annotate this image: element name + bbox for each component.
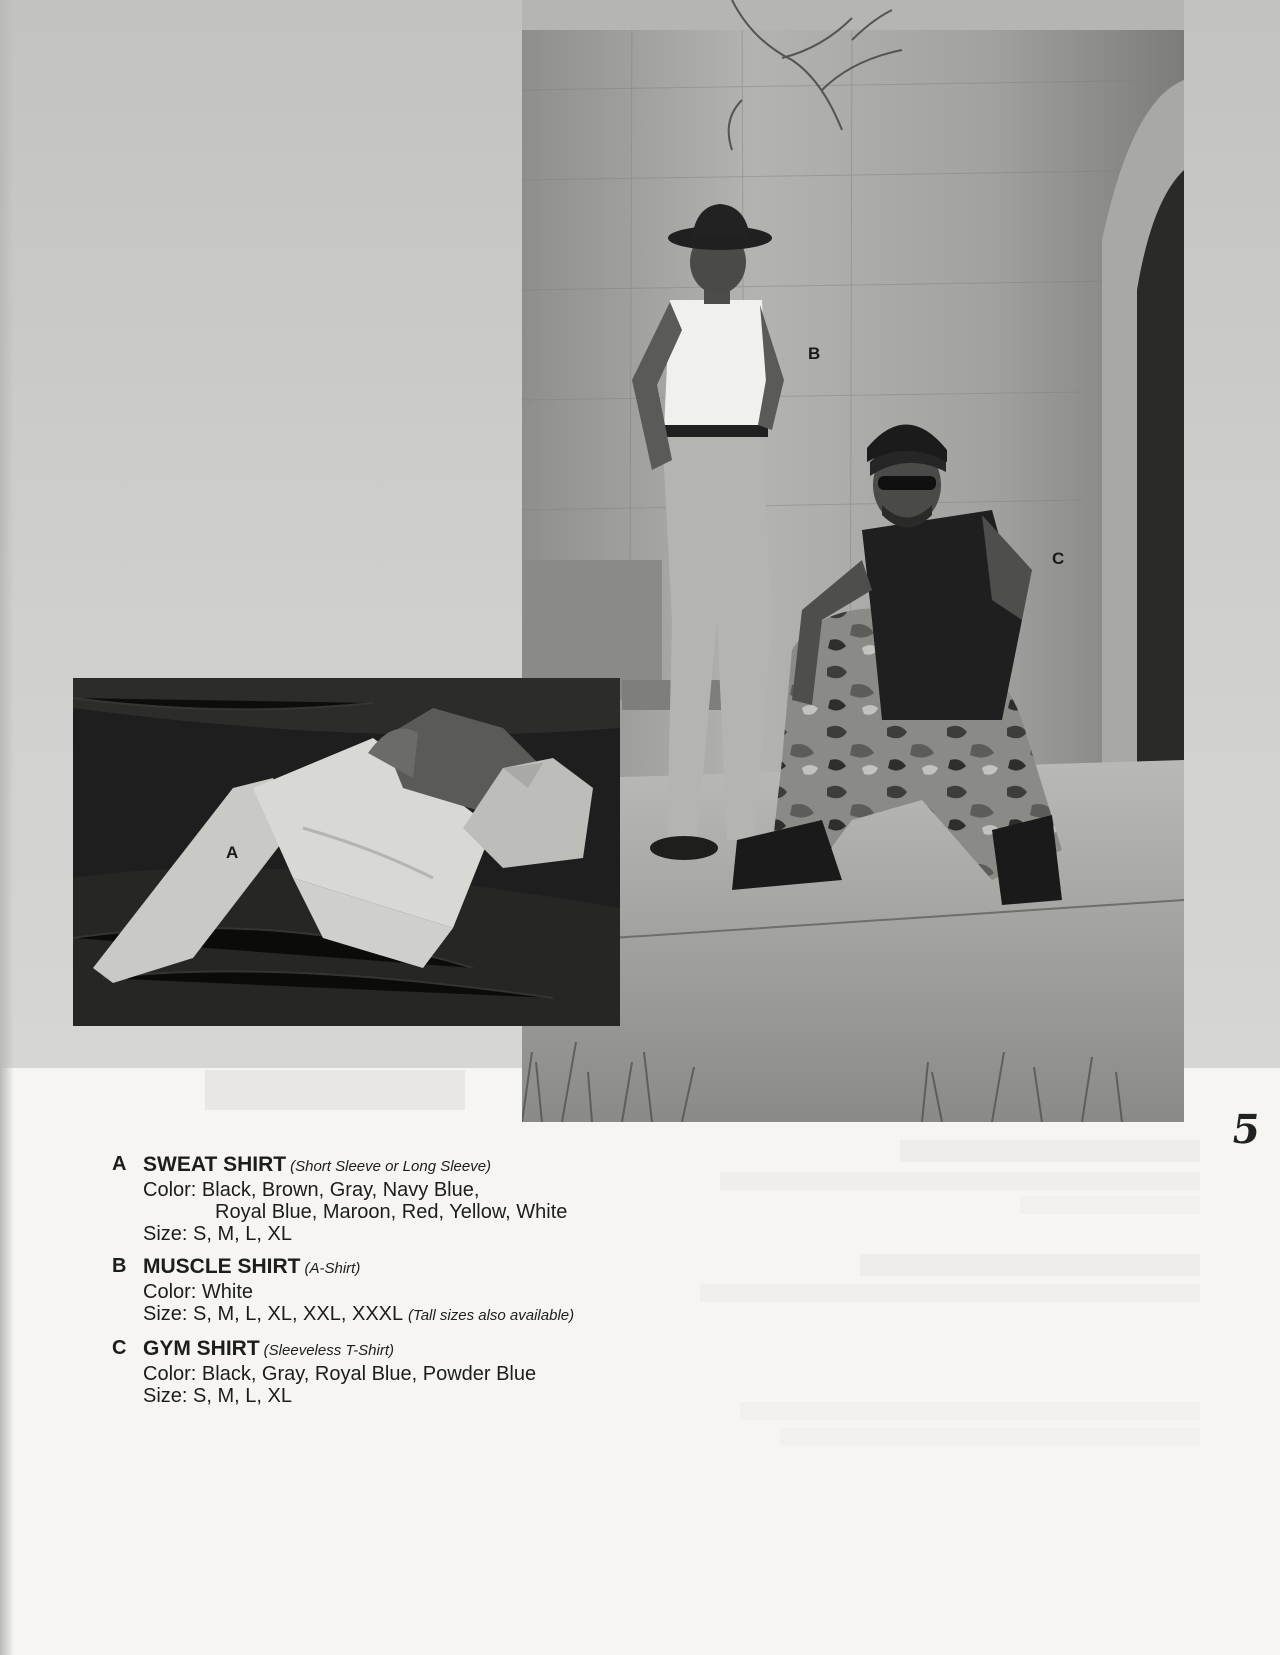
product-item-muscle-shirt <box>112 1255 672 1327</box>
photo-label-b: B <box>808 344 821 363</box>
product-list <box>112 1153 672 1413</box>
item-sizes: Size: S, M, L, XL, XXL, XXXL <box>143 1303 403 1325</box>
item-colors: Color: Black, Brown, Gray, Navy Blue, <box>143 1179 480 1201</box>
models-photo-illustration <box>522 0 1184 1122</box>
item-note: (Short Sleeve or Long Sleeve) <box>290 1158 492 1175</box>
page-number: 5 <box>1228 1106 1264 1153</box>
product-item-gym-shirt <box>112 1337 672 1407</box>
item-colors-continued: Royal Blue, Maroon, Red, Yellow, White <box>215 1201 568 1223</box>
item-note: (A-Shirt) <box>304 1260 361 1277</box>
photo-label-c: C <box>1052 549 1065 568</box>
shirts-photo-illustration <box>73 678 620 1026</box>
item-letter: B <box>112 1255 127 1277</box>
item-name: GYM SHIRT <box>143 1337 260 1360</box>
item-sizes-row <box>143 1303 672 1327</box>
item-sizes: Size: S, M, L, XL <box>143 1385 292 1407</box>
item-size-note: (Tall sizes also available) <box>407 1307 575 1324</box>
item-sizes: Size: S, M, L, XL <box>143 1223 292 1245</box>
page-edge-shadow <box>0 0 14 1655</box>
inset-photo <box>73 678 620 1026</box>
bleed-through-text <box>660 1140 1200 1446</box>
photo-label-a: A <box>226 843 239 862</box>
item-name: MUSCLE SHIRT <box>143 1255 301 1278</box>
item-colors: Color: White <box>143 1281 254 1303</box>
item-letter: A <box>112 1153 127 1175</box>
product-item-sweat-shirt <box>112 1153 672 1245</box>
item-note: (Sleeveless T-Shirt) <box>263 1342 394 1359</box>
item-letter: C <box>112 1337 127 1359</box>
item-colors: Color: Black, Gray, Royal Blue, Powder Blue <box>143 1363 537 1385</box>
main-photo <box>522 0 1184 1122</box>
bleed-through-smudge <box>205 1070 465 1110</box>
item-name: SWEAT SHIRT <box>143 1153 287 1176</box>
